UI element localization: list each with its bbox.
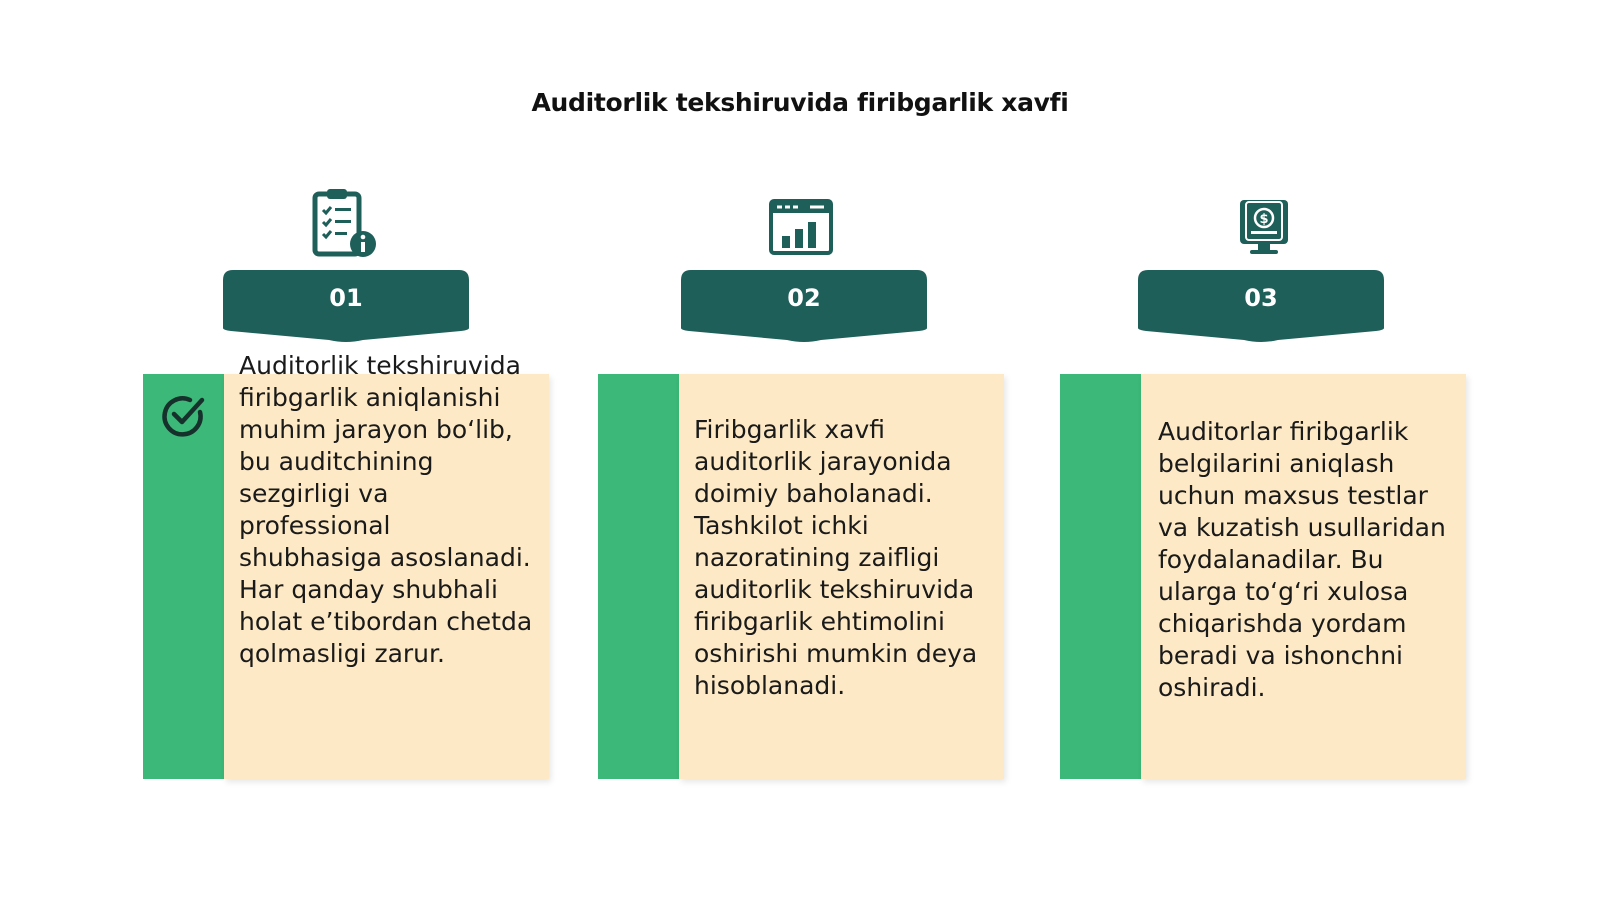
step-column-2 xyxy=(598,0,1008,900)
step-number: 02 xyxy=(787,284,821,312)
analytics-chart-icon xyxy=(768,198,838,270)
card-accent-strip xyxy=(598,374,679,779)
step-number: 03 xyxy=(1244,284,1278,312)
clipboard-info-icon xyxy=(311,188,381,260)
step-column-1 xyxy=(143,0,553,900)
step-banner-3 xyxy=(1138,270,1384,346)
step-card-2 xyxy=(598,374,1004,779)
step-description: Auditorlar firibgarlik belgilarini aniqlash uchun maxsus testlar va kuzatish usullaridan foydalanadilar. Bu ularga to‘g‘ri xulosa chiqarishda yordam beradi va ishonchni oshiradi. xyxy=(1158,417,1446,702)
svg-text:$: $ xyxy=(1259,212,1269,227)
step-description: Auditorlik tekshiruvida firibgarlik aniqlanishi muhim jarayon bo‘lib, bu auditchining sezgirligi va professional shubhasiga asoslanadi. Har qanday shubhali holat e’tibordan chetda qolmasligi zarur. xyxy=(239,351,533,668)
step-card-3 xyxy=(1060,374,1466,779)
step-column-3 xyxy=(1060,0,1470,900)
step-number: 01 xyxy=(329,284,363,312)
card-accent-strip xyxy=(143,374,224,779)
step-banner-2 xyxy=(681,270,927,346)
step-banner-1 xyxy=(223,270,469,346)
card-accent-strip xyxy=(1060,374,1141,779)
page-title: Auditorlik tekshiruvida firibgarlik xavfi xyxy=(531,88,1069,117)
step-description: Firibgarlik xavfi auditorlik jarayonida doimiy baholanadi. Tashkilot ichki nazoratining zaifligi auditorlik tekshiruvida firibgarlik ehtimolini oshirishi mumkin deya hisoblanadi. xyxy=(694,415,978,700)
money-monitor-icon xyxy=(1236,196,1306,268)
check-circle-icon xyxy=(160,392,208,440)
step-card-1 xyxy=(143,351,549,779)
